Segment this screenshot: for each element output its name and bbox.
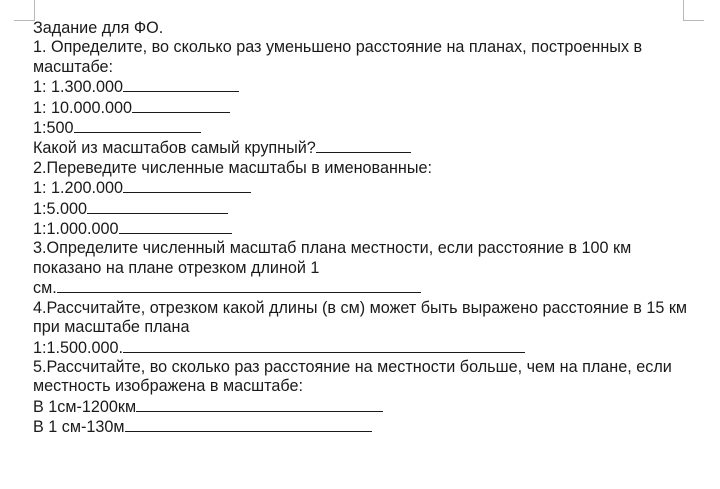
scale-value: 1:5.000: [33, 199, 88, 218]
answer-blank[interactable]: [125, 417, 372, 432]
question-2-item: [33, 178, 703, 198]
question-1-item: [33, 98, 703, 118]
answer-blank[interactable]: [136, 397, 383, 412]
scale-value: 1:1.000.000: [33, 220, 119, 239]
question-2-item: [33, 219, 703, 239]
question-3-text: 3.Определите численный масштаб плана местности, если расстояние в 100 км показано на плане отрезком длиной 1: [33, 239, 632, 277]
scale-value: 1: 1.300.000: [33, 78, 124, 97]
assignment-document: [33, 19, 703, 438]
answer-blank[interactable]: [119, 219, 232, 234]
question-1-subquestion: [33, 138, 703, 158]
scale-value: В 1см-1200км: [33, 397, 137, 416]
document-title: Задание для ФО.: [33, 19, 164, 37]
unit-text: см.: [33, 279, 57, 298]
answer-blank[interactable]: [87, 199, 228, 214]
question-4-answer-line: [33, 338, 703, 358]
question-2-text: 2.Переведите численные масштабы в именованные:: [33, 158, 432, 177]
scale-value: 1:500: [33, 119, 74, 138]
scale-value: 1: 10.000.000: [33, 98, 133, 117]
scale-value: В 1 см-130м: [33, 418, 125, 437]
answer-blank[interactable]: [57, 278, 421, 293]
answer-blank[interactable]: [74, 118, 201, 133]
question-1-item: [33, 77, 703, 97]
answer-blank[interactable]: [123, 178, 251, 193]
scale-value: 1:1.500.000.: [33, 338, 124, 357]
question-4-text: 4.Рассчитайте, отрезком какой длины (в см) может быть выражено расстояние в 15 км при масштабе плана: [33, 298, 688, 337]
page-corner-mark-left: [14, 0, 35, 21]
answer-blank[interactable]: [132, 98, 230, 113]
question-5-item: [33, 417, 703, 437]
answer-blank[interactable]: [123, 338, 525, 353]
scale-value: 1: 1.200.000: [33, 179, 124, 198]
question-5-item: [33, 397, 703, 417]
question-5-text: 5.Рассчитайте, во сколько раз расстояние на местности больше, чем на плане, если местность изображена в масштабе:: [33, 357, 672, 396]
subquestion-text: Какой из масштабов самый крупный?: [33, 139, 316, 158]
question-2-item: [33, 199, 703, 219]
answer-blank[interactable]: [316, 138, 411, 153]
answer-blank[interactable]: [123, 77, 239, 92]
question-3-answer-line: [33, 278, 703, 298]
question-1-text: 1. Определите, во сколько раз уменьшено расстояние на планах, построенных в масштабе:: [33, 38, 643, 76]
question-1-item: [33, 118, 703, 138]
page-corner-mark-right: [683, 0, 704, 21]
